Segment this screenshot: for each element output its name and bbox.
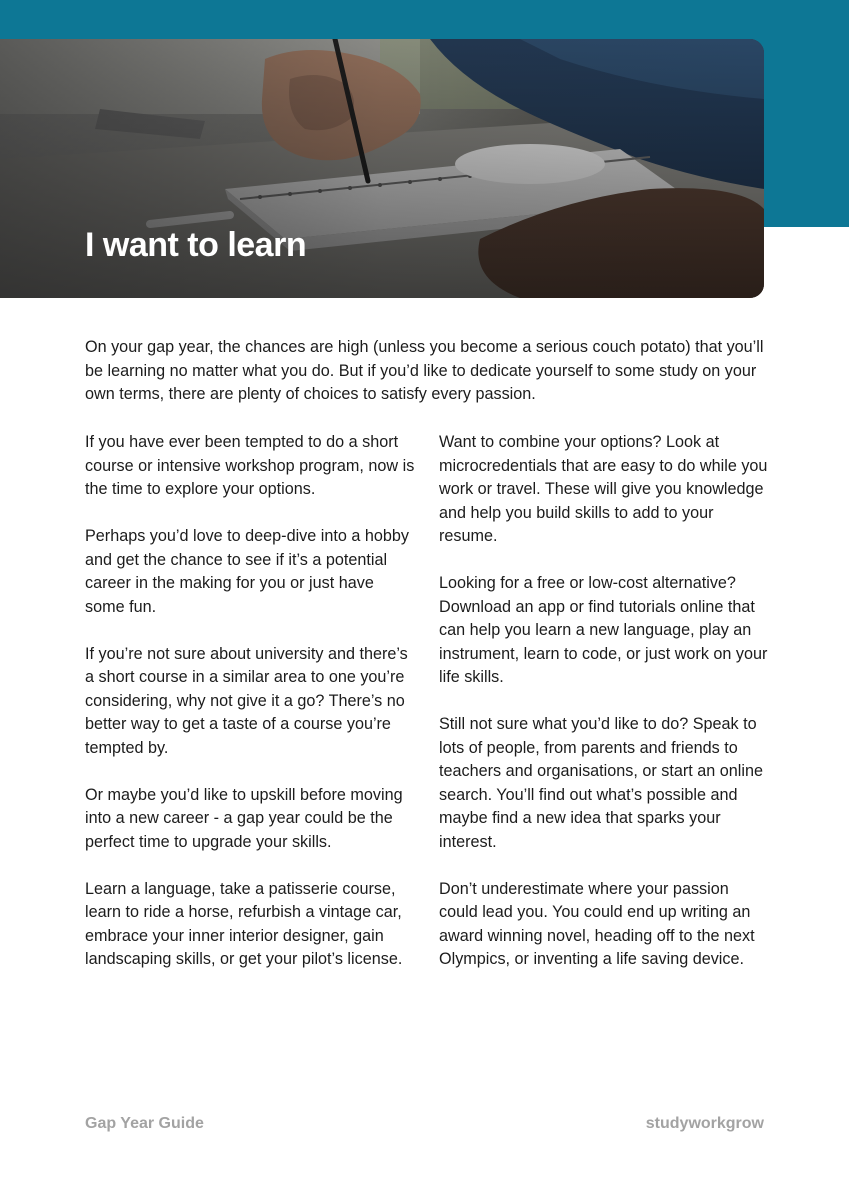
body-paragraph: Still not sure what you’d like to do? Speak to lots of people, from parents and friends to teachers and organisations, or start an online search. You’ll find out what’s possible and maybe find a new idea that sparks your interest. [439,715,763,851]
right-column [439,431,769,995]
body-paragraph: Learn a language, take a patisserie course, learn to ride a horse, refurbish a vintage car, embrace your inner interior designer, gain landscaping skills, or get your pilot’s license. [85,879,403,968]
body-paragraph: If you’re not sure about university and there’s a short course in a similar area to one you’re considering, why not give it a go? There’s no better way to get a taste of a course you’re tempted by. [85,644,408,757]
intro-paragraph: On your gap year, the chances are high (unless you become a serious couch potato) that you’ll be learning no matter what you do. But if you’d like to dedicate yourself to some study on your own terms, there are plenty of choices to satisfy every passion. [85,338,764,403]
hero-banner [0,39,764,298]
footer-brand: studyworkgrow [645,1115,764,1132]
body-paragraph: If you have ever been tempted to do a short course or intensive workshop program, now is the time to explore your options. [85,433,415,498]
left-column [85,431,415,995]
page-title: I want to learn [85,226,307,264]
body-paragraph: Looking for a free or low-cost alternative? Download an app or find tutorials online that can help you learn a new language, play an instrument, learn to code, or just work on your life skills. [439,574,768,686]
body-paragraph: Or maybe you’d like to upskill before moving into a new career - a gap year could be the perfect time to upgrade your skills. [85,785,403,851]
body-paragraph: Want to combine your options? Look at microcredentials that are easy to do while you work or travel. These will give you knowledge and help you build skills to add to your resume. [439,433,768,545]
body-paragraph: Perhaps you’d love to deep-dive into a hobby and get the chance to see if it’s a potential career in the making for you or just have some fun. [85,527,409,616]
body-paragraph: Don’t underestimate where your passion could lead you. You could end up writing an award winning novel, heading off to the next Olympics, or inventing a life saving device. [439,879,755,968]
footer-guide-title: Gap Year Guide [85,1115,204,1132]
